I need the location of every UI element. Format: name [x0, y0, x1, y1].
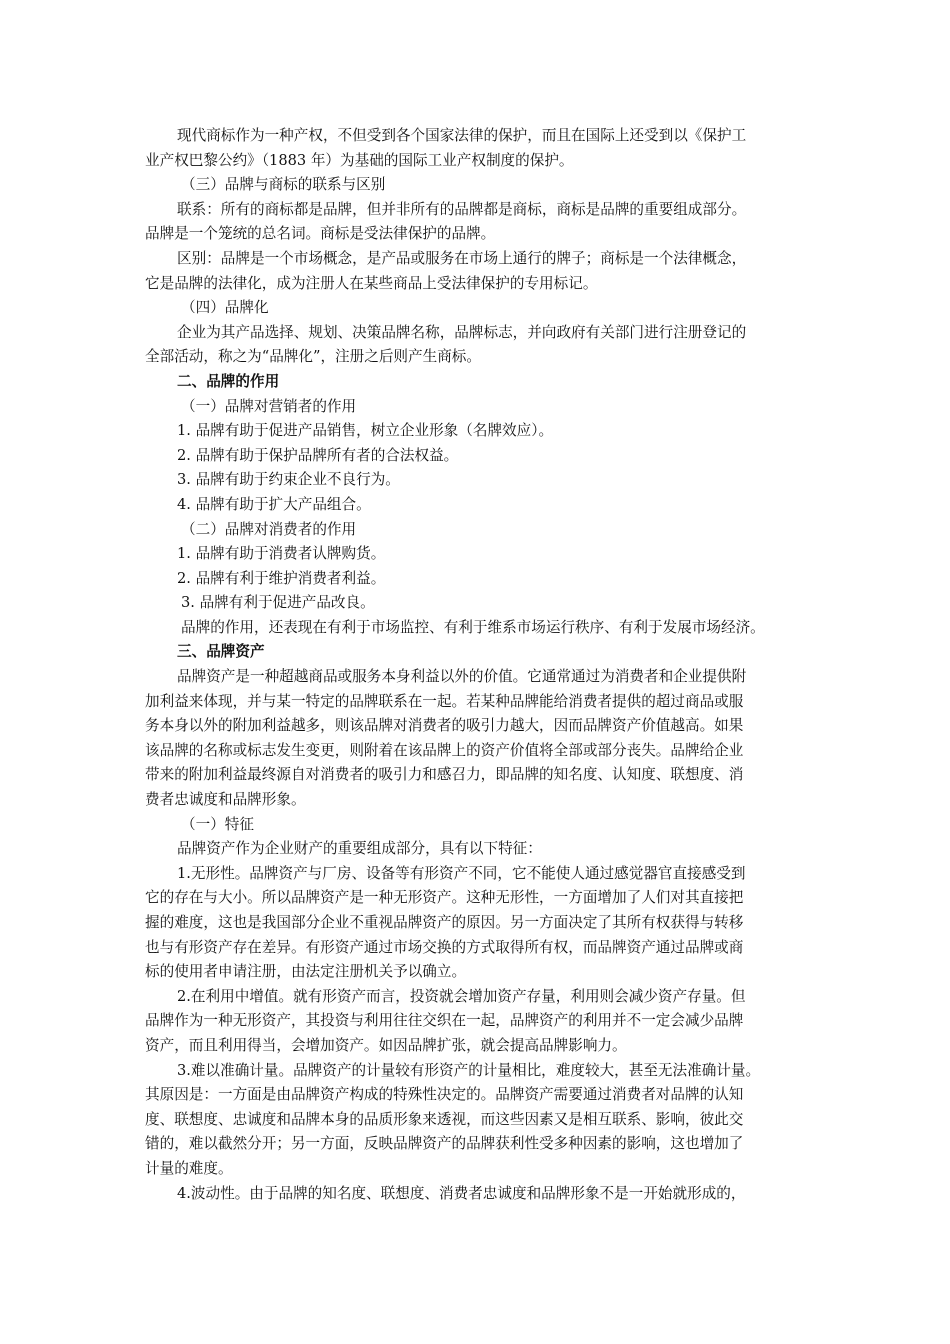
- section-heading: 三、品牌资产: [177, 643, 265, 661]
- text-line: 品牌作为一种无形资产，其投资与利用往往交织在一起，品牌资产的利用并不一定会减少品牌: [145, 1012, 744, 1030]
- text-line: 加利益来体现，并与某一特定的品牌联系在一起。若某种品牌能给消费者提供的超过商品或服: [145, 692, 744, 710]
- text-line: 业产权巴黎公约》（1883 年）为基础的国际工业产权制度的保护。: [145, 151, 574, 169]
- text-line: 4.波动性。由于品牌的知名度、联想度、消费者忠诚度和品牌形象不是一开始就形成的，: [177, 1184, 746, 1202]
- text-line: 3. 品牌有利于促进产品改良。: [181, 594, 375, 612]
- document-page: [145, 124, 810, 1206]
- text-line: 该品牌的名称或标志发生变更，则附着在该品牌上的资产价值将全部或部分丧失。品牌给企业: [145, 741, 744, 759]
- text-line: 计量的难度。: [145, 1159, 233, 1177]
- text-line: 1. 品牌有助于促进产品销售，树立企业形象（名牌效应）。: [177, 422, 554, 440]
- text-line: 品牌资产作为企业财产的重要组成部分，具有以下特征：: [177, 840, 542, 858]
- text-line: 3.难以准确计量。品牌资产的计量较有形资产的计量相比，难度较大，甚至无法准确计量。: [177, 1061, 761, 1079]
- text-line: 1. 品牌有助于消费者认牌购货。: [177, 545, 386, 563]
- text-line: 务本身以外的附加利益越多，则该品牌对消费者的吸引力越大，因而品牌资产价值越高。如果: [145, 717, 744, 735]
- text-line: 标的使用者申请注册，由法定注册机关予以确立。: [145, 963, 467, 981]
- text-line: 品牌是一个笼统的总名词。商标是受法律保护的品牌。: [145, 225, 496, 243]
- text-line: 4. 品牌有助于扩大产品组合。: [177, 495, 371, 513]
- text-line: 费者忠诚度和品牌形象。: [145, 791, 306, 809]
- text-line: 2. 品牌有利于维护消费者利益。: [177, 569, 386, 587]
- text-line: 也与有形资产存在差异。有形资产通过市场交换的方式取得所有权，而品牌资产通过品牌或商: [145, 938, 744, 956]
- text-line: （一）品牌对营销者的作用: [181, 397, 357, 415]
- text-line: （三）品牌与商标的联系与区别: [181, 176, 386, 194]
- text-line: 它的存在与大小。所以品牌资产是一种无形资产。这种无形性，一方面增加了人们对其直接把: [145, 889, 744, 907]
- text-line: 错的，难以截然分开；另一方面，反映品牌资产的品牌获利性受多种因素的影响，这也增加了: [145, 1135, 744, 1153]
- text-line: 现代商标作为一种产权，不但受到各个国家法律的保护，而且在国际上还受到以《保护工: [177, 127, 747, 144]
- text-line: 握的难度，这也是我国部分企业不重视品牌资产的原因。另一方面决定了其所有权获得与转移: [145, 914, 744, 931]
- text-line: 1.无形性。品牌资产与厂房、设备等有形资产不同，它不能使人通过感觉器官直接感受到: [177, 864, 746, 882]
- text-line: （一）特征: [181, 815, 254, 833]
- text-line: 区别：品牌是一个市场概念，是产品或服务在市场上通行的牌子；商标是一个法律概念，: [177, 249, 747, 267]
- text-line: 品牌资产是一种超越商品或服务本身利益以外的价值。它通常通过为消费者和企业提供附: [177, 668, 747, 686]
- section-heading: 二、品牌的作用: [177, 372, 280, 390]
- text-line: 其原因是：一方面是由品牌资产构成的特殊性决定的。品牌资产需要通过消费者对品牌的认知: [145, 1086, 744, 1104]
- text-line: 度、联想度、忠诚度和品牌本身的品质形象来透视，而这些因素又是相互联系、影响，彼此交: [145, 1110, 744, 1128]
- text-line: 带来的附加利益最终源自对消费者的吸引力和感召力，即品牌的知名度、认知度、联想度、消: [145, 766, 744, 784]
- text-line: 它是品牌的法律化，成为注册人在某些商品上受法律保护的专用标记。: [145, 274, 598, 292]
- text-line: 品牌的作用，还表现在有利于市场监控、有利于维系市场运行秩序、有利于发展市场经济。: [181, 618, 765, 636]
- text-line: 2. 品牌有助于保护品牌所有者的合法权益。: [177, 446, 459, 464]
- text-line: 3. 品牌有助于约束企业不良行为。: [177, 471, 400, 489]
- text-line: 全部活动，称之为“品牌化”，注册之后则产生商标。: [145, 348, 481, 366]
- text-line: （二）品牌对消费者的作用: [181, 520, 357, 538]
- text-line: 资产，而且利用得当，会增加资产。如因品牌扩张，就会提高品牌影响力。: [145, 1036, 627, 1054]
- text-line: （四）品牌化: [181, 299, 269, 317]
- text-line: 2.在利用中增值。就有形资产而言，投资就会增加资产存量，利用则会减少资产存量。但: [177, 987, 746, 1005]
- text-line: 联系：所有的商标都是品牌，但并非所有的品牌都是商标，商标是品牌的重要组成部分。: [177, 200, 747, 218]
- text-line: 企业为其产品选择、规划、决策品牌名称，品牌标志，并向政府有关部门进行注册登记的: [177, 323, 747, 341]
